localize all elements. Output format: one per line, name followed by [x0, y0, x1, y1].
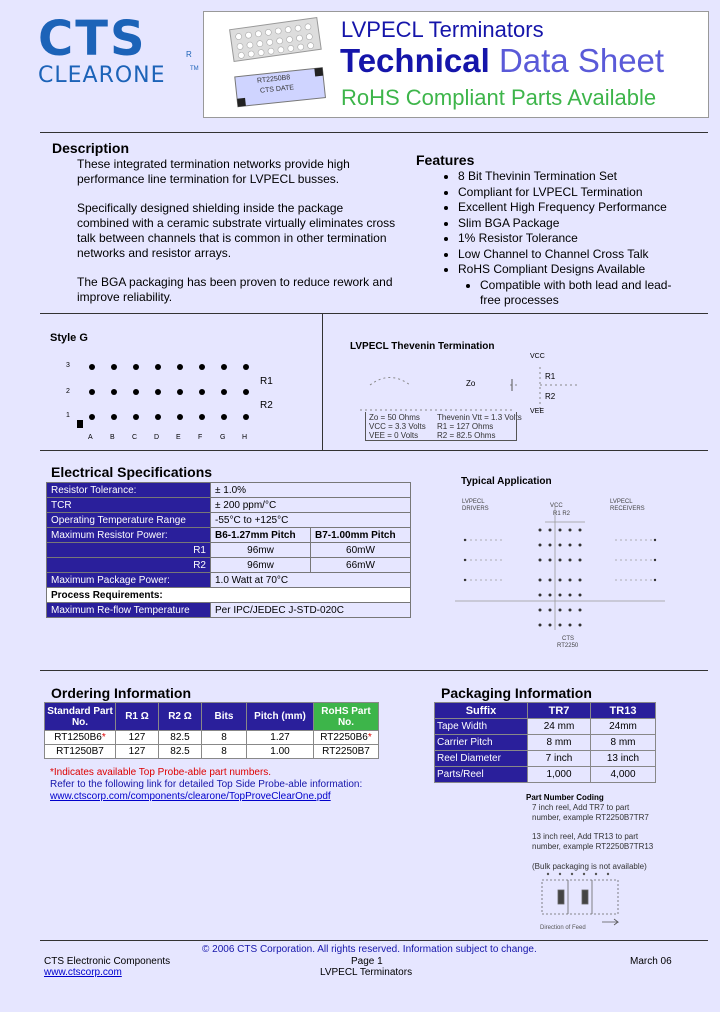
value-cell: Per IPC/JEDEC J-STD-020C [211, 603, 411, 618]
table-cell: 8 [202, 731, 247, 745]
footer-rule [40, 940, 708, 941]
thevenin-spec-line: R1 = 127 Ohms [437, 422, 494, 431]
packaging-table [434, 702, 656, 783]
thevenin-bracket [365, 412, 517, 441]
solder-ball [111, 364, 117, 370]
param-cell: Operating Temperature Range [47, 513, 211, 528]
solder-ball [89, 414, 95, 420]
solder-ball [243, 364, 249, 370]
table-cell: 7 inch [528, 751, 591, 767]
typical-app-r1r2: R1 R2 [553, 511, 571, 517]
footer-date: March 06 [630, 956, 672, 967]
features-list-wrap [416, 169, 691, 309]
logo-tm-mark: TM [190, 66, 199, 72]
value-cell: 1.0 Watt at 70°C [211, 573, 411, 588]
probe-info-link[interactable]: www.ctscorp.com/components/clearone/TopProveClearOne.pdf [50, 791, 331, 802]
value-cell: 66mW [311, 558, 411, 573]
header-cell: Pitch (mm) [247, 703, 314, 731]
feature-item: • RoHS Compliant Designs Available [458, 262, 691, 278]
table-row [435, 751, 656, 767]
table-cell: 24mm [591, 719, 656, 735]
table-row [435, 767, 656, 783]
coding-line: number, example RT2250B7TR13 [532, 842, 654, 852]
table-row [47, 543, 411, 558]
ordering-table [44, 702, 379, 759]
solder-ball [221, 389, 227, 395]
thevenin-zo: Zo [466, 379, 476, 388]
value-cell: 96mw [211, 543, 311, 558]
chip-label-2: CTS DATE [259, 84, 295, 95]
section-rule-2 [40, 450, 708, 451]
col-label: C [132, 434, 138, 441]
value-cell: 96mw [211, 558, 311, 573]
table-cell: RT1250B7 [45, 745, 116, 759]
features-sublist [458, 278, 691, 309]
col-label: D [154, 434, 160, 441]
cts-logo [38, 11, 203, 94]
solder-ball [177, 414, 183, 420]
table-cell: 8 mm [591, 735, 656, 751]
coding-line: 7 inch reel, Add TR7 to part [532, 803, 630, 812]
param-cell: Maximum Re-flow Temperature [47, 603, 211, 618]
table-cell: 82.5 [159, 745, 202, 759]
feature-item: • 1% Resistor Tolerance [458, 231, 691, 247]
table-header-row [45, 703, 379, 731]
solder-ball [155, 414, 161, 420]
solder-ball [133, 364, 139, 370]
solder-ball [221, 364, 227, 370]
col-label: A [88, 434, 93, 441]
table-cell: 1.00 [247, 745, 314, 759]
thevenin-vcc: VCC [530, 353, 545, 360]
tape-reel-diagram [530, 868, 630, 928]
doc-title-bold: Technical [340, 42, 490, 79]
feature-item: • Low Channel to Channel Cross Talk [458, 247, 691, 263]
table-header-row [435, 703, 656, 719]
param-cell: Maximum Resistor Power: [47, 528, 211, 543]
ordering-heading: Ordering Information [51, 685, 191, 701]
table-cell: 1,000 [528, 767, 591, 783]
solder-ball [89, 389, 95, 395]
star-mark: * [367, 732, 372, 743]
table-row [435, 735, 656, 751]
typical-app-part: RT2250 [557, 643, 579, 649]
table-row [45, 745, 379, 759]
param-cell: TCR [47, 498, 211, 513]
coding-line [532, 823, 653, 833]
solder-ball [221, 414, 227, 420]
col-label: B [110, 434, 115, 441]
website-link[interactable]: www.ctscorp.com [44, 967, 122, 978]
thevenin-r1: R1 [545, 372, 556, 381]
thevenin-heading: LVPECL Thevenin Termination [350, 341, 495, 352]
doc-title-light: Data Sheet [489, 42, 665, 79]
feature-item: • 8 Bit Thevinin Termination Set [458, 169, 691, 185]
thevenin-spec-line: VEE = 0 Volts [369, 431, 419, 440]
header-cell: B6-1.27mm Pitch [211, 528, 311, 543]
thevenin-spec-line: VCC = 3.3 Volts [369, 422, 426, 431]
row-label: 2 [66, 388, 70, 395]
star-mark: * [101, 732, 106, 743]
table-cell: 82.5 [159, 731, 202, 745]
chip-image [212, 14, 332, 110]
param-cell: R1 [47, 543, 211, 558]
coding-line: number, example RT2250B7TR7 [532, 812, 649, 822]
description-paragraph: Specifically designed shielding inside the package combined with a ceramic substrate virtually eliminates cross talk between channels that is common in other termination networks and resistor arrays. [77, 201, 396, 260]
r2-label: R2 [260, 400, 273, 411]
header-cell: Suffix [435, 703, 528, 719]
table-row [47, 483, 411, 498]
thevenin-spec-line: Zo = 50 Ohms [369, 413, 420, 422]
table-cell: 127 [116, 745, 159, 759]
electrical-table [46, 482, 411, 618]
header-cell: Standard Part No. [45, 703, 116, 731]
value-cell: 60mW [311, 543, 411, 558]
header-rule [40, 132, 708, 133]
solder-ball [89, 364, 95, 370]
table-row [45, 731, 379, 745]
table-cell: 13 inch [591, 751, 656, 767]
vertical-rule [322, 313, 323, 450]
table-cell [45, 731, 116, 745]
logo-clearone-text: CLEARONE [38, 63, 166, 88]
style-g-heading: Style G [50, 332, 88, 344]
thevenin-vee: VEE [530, 408, 545, 415]
typical-app-drivers: LVPECL DRIVERS [462, 499, 489, 512]
feature-sub-item: • Compatible with both lead and lead-free processes [480, 278, 691, 309]
typical-app-diagram [455, 500, 670, 640]
col-label: G [220, 434, 226, 441]
logo-cts-text: CTS [38, 11, 147, 67]
thevenin-spec-line: Thevenin Vtt = 1.3 Volts [437, 413, 522, 422]
table-cell [314, 731, 379, 745]
pin-a1-marker [77, 420, 83, 428]
row-label-cell: Reel Diameter [435, 751, 528, 767]
doc-title [340, 42, 664, 80]
table-cell: 8 mm [528, 735, 591, 751]
row-label-cell: Parts/Reel [435, 767, 528, 783]
col-label: F [198, 434, 203, 441]
solder-ball [243, 389, 249, 395]
table-row [47, 513, 411, 528]
table-cell: 1.27 [247, 731, 314, 745]
solder-ball [177, 364, 183, 370]
solder-ball [199, 414, 205, 420]
copyright: © 2006 CTS Corporation. All rights reserved. Information subject to change. [202, 944, 537, 955]
param-cell: Maximum Package Power: [47, 573, 211, 588]
footer-page: Page 1 [351, 956, 383, 967]
header-cell: Bits [202, 703, 247, 731]
footer-company: CTS Electronic Components [44, 956, 171, 967]
table-row [47, 603, 411, 618]
chip-upper [230, 18, 322, 62]
features-heading: Features [416, 152, 475, 168]
electrical-heading: Electrical Specifications [51, 464, 213, 480]
col-label: H [242, 434, 248, 441]
table-row [47, 588, 411, 603]
solder-ball [111, 414, 117, 420]
solder-ball [155, 364, 161, 370]
section-rule-1 [40, 313, 708, 314]
header-cell: R1 Ω [116, 703, 159, 731]
feature-item: • Slim BGA Package [458, 216, 691, 232]
value-cell: ± 200 ppm/°C [211, 498, 411, 513]
rohs-line: RoHS Compliant Parts Available [341, 85, 657, 110]
coding-heading: Part Number Coding [526, 793, 604, 802]
description-body [77, 157, 397, 305]
param-cell: Resistor Tolerance: [47, 483, 211, 498]
direction-label: Direction of Feed [540, 925, 586, 931]
header-cell: R2 Ω [159, 703, 202, 731]
row-label: 1 [66, 412, 70, 419]
logo-reg-mark: R [186, 50, 192, 59]
table-row [47, 528, 411, 543]
solder-ball [199, 364, 205, 370]
table-cell: 24 mm [528, 719, 591, 735]
table-cell: 8 [202, 745, 247, 759]
header-cell: B7-1.00mm Pitch [311, 528, 411, 543]
solder-ball [111, 389, 117, 395]
table-row [47, 498, 411, 513]
style-g-diagram [60, 358, 320, 448]
solder-ball [133, 389, 139, 395]
table-row [435, 719, 656, 735]
solder-ball [243, 414, 249, 420]
feature-item: • Compliant for LVPECL Termination [458, 185, 691, 201]
solder-ball [155, 389, 161, 395]
r1-label: R1 [260, 376, 273, 387]
header-cell: TR7 [528, 703, 591, 719]
coding-line: 13 inch reel, Add TR13 to part [532, 832, 639, 842]
description-heading: Description [52, 140, 130, 156]
solder-ball [177, 389, 183, 395]
table-cell: 4,000 [591, 767, 656, 783]
product-title: LVPECL Terminators [341, 17, 544, 42]
value-cell: -55°C to +125°C [211, 513, 411, 528]
header-cell: TR13 [591, 703, 656, 719]
coding-line: (Bulk packaging is not available) [532, 861, 647, 871]
table-row [47, 573, 411, 588]
table-cell: RT2250B7 [314, 745, 379, 759]
header-cell: RoHS Part No. [314, 703, 379, 731]
chip-label-1: RT2250B8 [256, 74, 291, 85]
row-label-cell: Tape Width [435, 719, 528, 735]
features-list [416, 169, 691, 309]
packaging-heading: Packaging Information [441, 685, 592, 701]
coding-line [532, 852, 653, 862]
description-paragraph: The BGA packaging has been proven to reduce rework and improve reliability. [77, 275, 393, 304]
typical-app-cts: CTS [562, 636, 574, 642]
process-heading: Process Requirements: [47, 588, 411, 603]
thevenin-spec-line: R2 = 82.5 Ohms [437, 431, 496, 440]
coding-text [532, 803, 653, 872]
rohs-part-number: RT2250B6 [320, 732, 368, 743]
typical-app-vcc: VCC [550, 503, 563, 509]
ordering-note-2: Refer to the following link for detailed Top Side Probe-able information: [50, 779, 363, 790]
solder-ball [133, 414, 139, 420]
row-label-cell: Carrier Pitch [435, 735, 528, 751]
thevenin-r2: R2 [545, 392, 556, 401]
table-cell: 127 [116, 731, 159, 745]
value-cell: ± 1.0% [211, 483, 411, 498]
col-label: E [176, 434, 181, 441]
footer-product: LVPECL Terminators [320, 967, 413, 978]
section-rule-3 [40, 670, 708, 671]
row-label: 3 [66, 362, 70, 369]
table-row [47, 558, 411, 573]
solder-ball [199, 389, 205, 395]
ordering-note-1: *Indicates available Top Probe-able part numbers. [50, 767, 272, 778]
param-cell: R2 [47, 558, 211, 573]
typical-app-heading: Typical Application [461, 476, 552, 487]
part-number: RT1250B6 [54, 732, 102, 743]
feature-item: • Excellent High Frequency Performance [458, 200, 691, 216]
description-paragraph: These integrated termination networks provide high performance line termination for LVPECL busses. [77, 157, 350, 186]
typical-app-receivers: LVPECL RECEIVERS [610, 499, 645, 512]
